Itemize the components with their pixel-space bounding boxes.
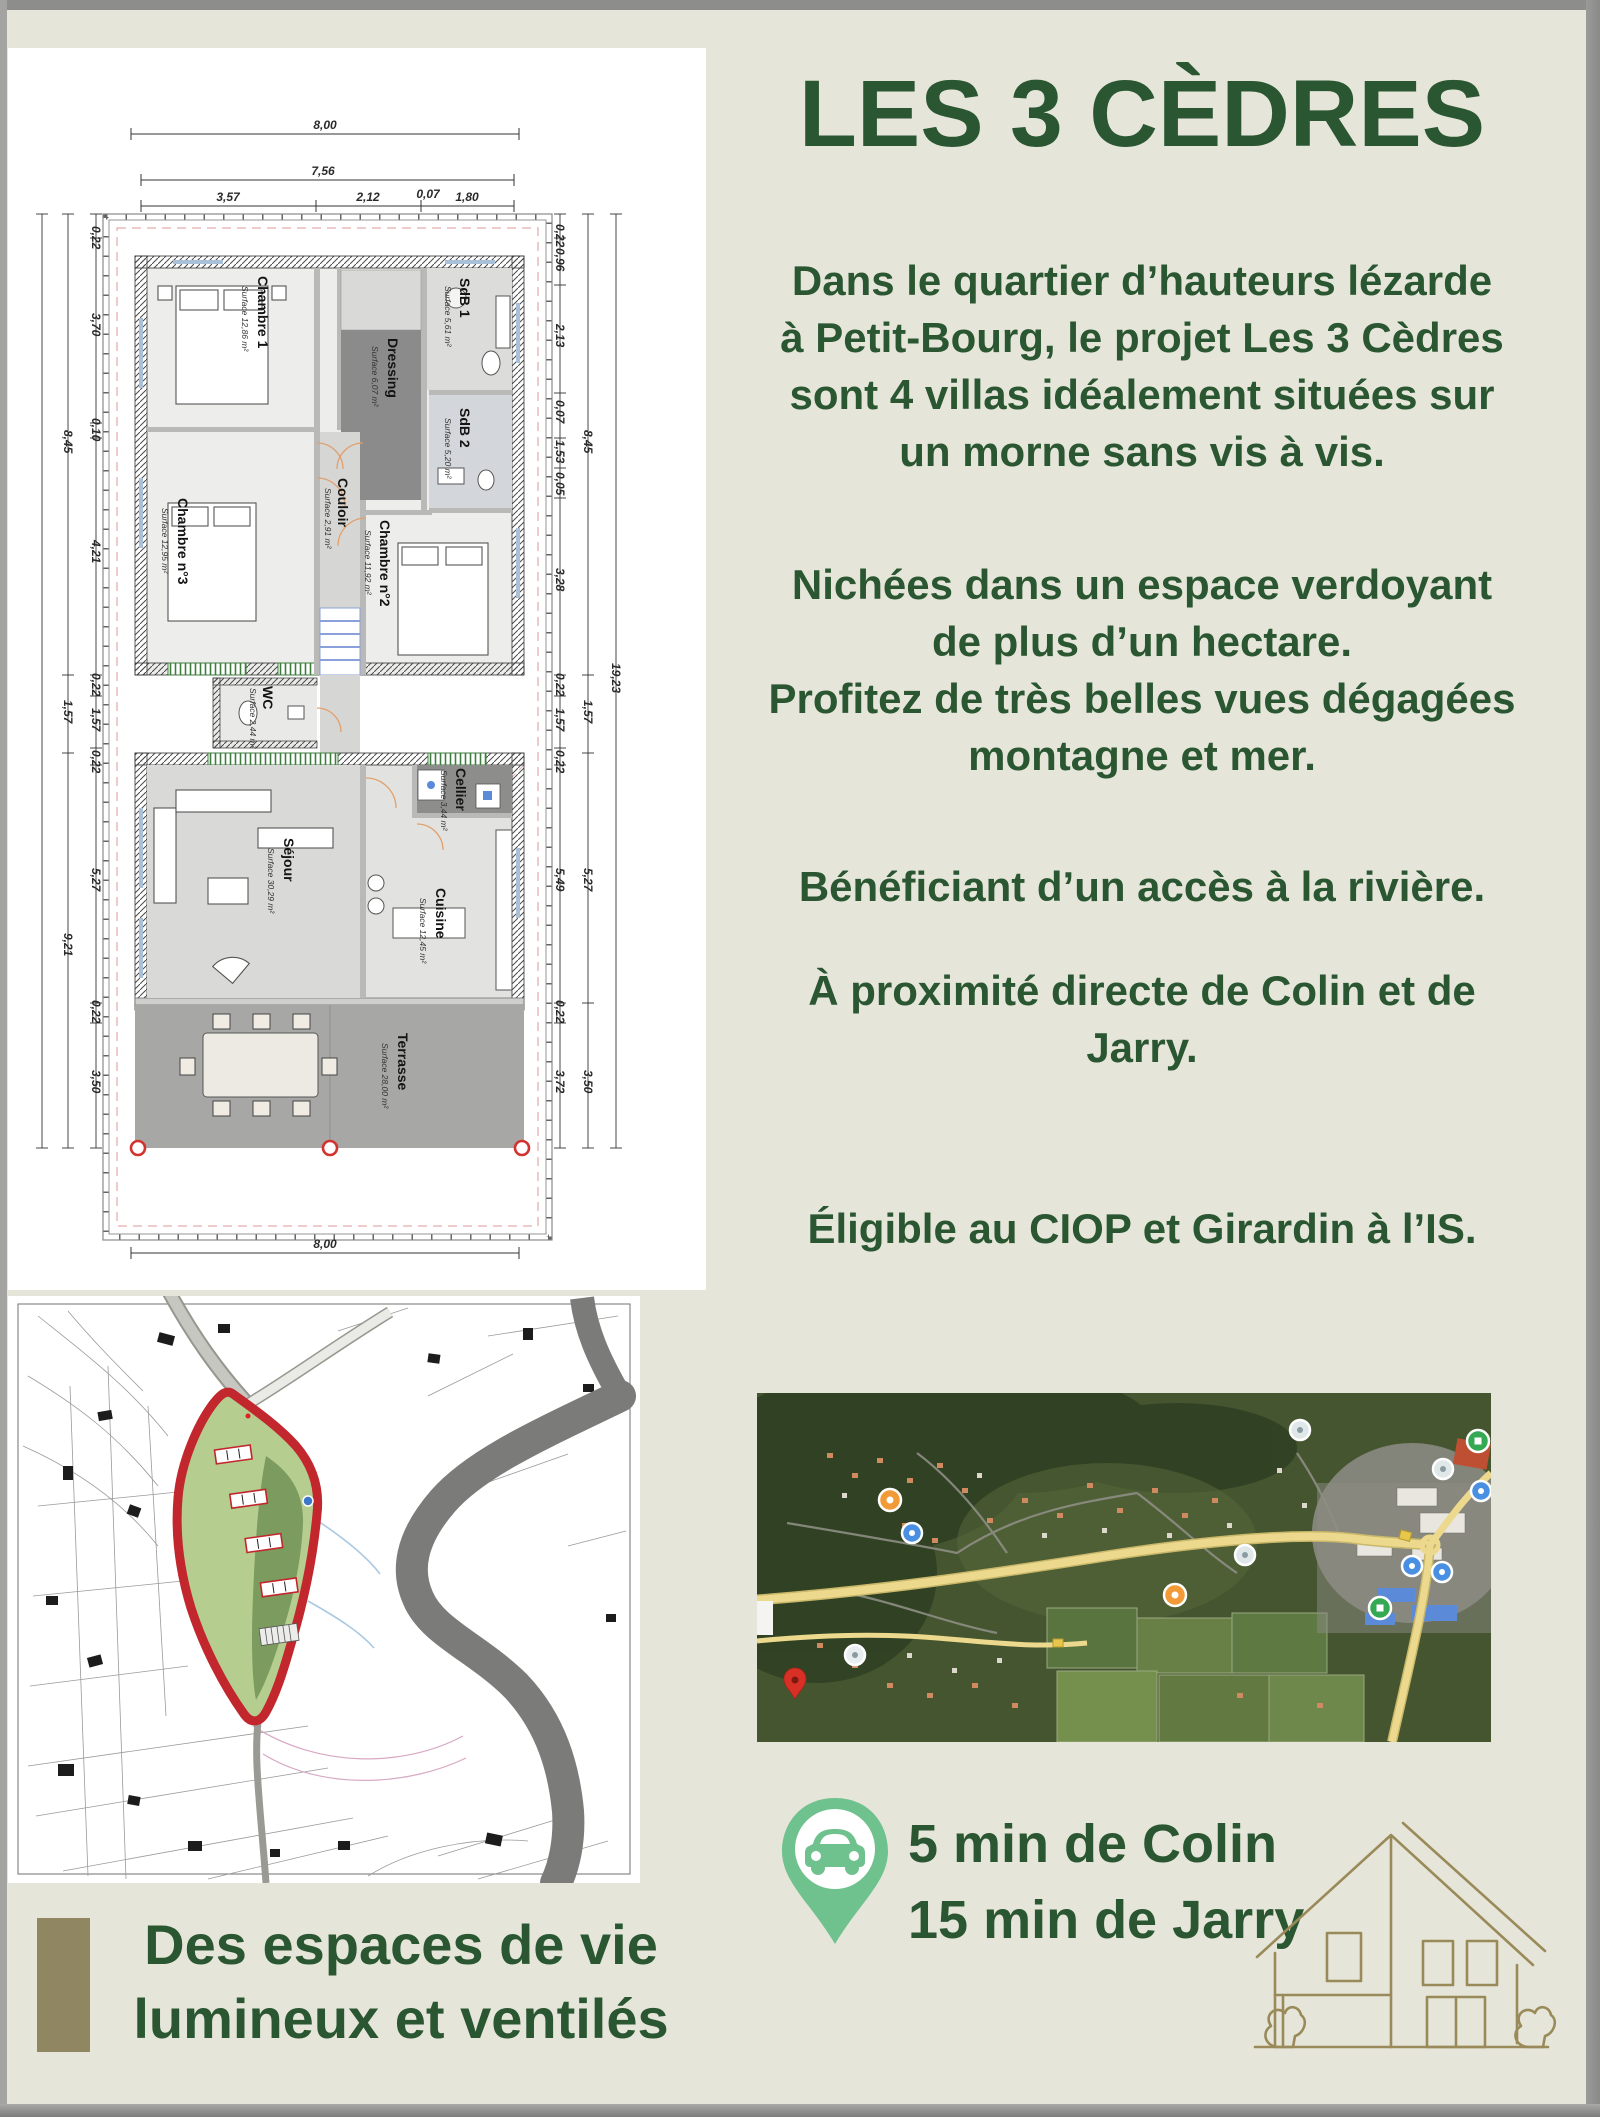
gray-pin-icon <box>1433 1459 1453 1479</box>
nature-line: montagne et mer. <box>968 732 1316 779</box>
dim-top-212: 2,12 <box>356 190 380 204</box>
site-plan-map <box>8 1296 640 1883</box>
room-surface-sdb1: Surface 5,61 m² <box>443 286 453 347</box>
dim-left: 1,57 <box>89 708 103 732</box>
caption-text <box>95 1908 707 2056</box>
green-pin-icon <box>1467 1430 1489 1452</box>
window-frame-right <box>1586 0 1600 2117</box>
page-title: LES 3 CÈDRES <box>798 61 1486 167</box>
paragraph-river: Bénéficiant d’un accès à la rivière. <box>798 863 1486 910</box>
room-label-cellier: Cellier <box>453 768 469 811</box>
room-label-chambre3: Chambre n°3 <box>175 498 191 585</box>
nature-line: de plus d’un hectare. <box>931 618 1353 665</box>
dim-left-outer: 8,45 <box>61 430 75 454</box>
dim-bottom-800: 8,00 <box>313 1237 337 1251</box>
dim-right: 3,72 <box>553 1070 567 1094</box>
dim-right: 0,96 <box>553 248 567 272</box>
window-frame-top <box>0 0 1600 10</box>
dim-right: 2,13 <box>553 324 567 348</box>
green-pin-icon <box>1369 1597 1391 1619</box>
gray-pin-icon <box>1235 1545 1255 1565</box>
blue-pin-icon <box>1432 1562 1452 1582</box>
dim-left: 0,22 <box>89 226 103 250</box>
room-surface-couloir: Surface 2,91 m² <box>323 488 333 549</box>
transit-line-colin: 5 min de Colin <box>908 1814 1278 1874</box>
intro-line: à Petit-Bourg, le projet Les 3 Cèdres <box>780 314 1504 361</box>
dim-left: 0,22 <box>89 1000 103 1024</box>
dim-right: 0,22 <box>553 673 567 697</box>
dim-right: 1,57 <box>553 708 567 732</box>
room-label-sdb1: SdB 1 <box>457 278 473 318</box>
orange-pin-icon <box>879 1489 901 1511</box>
dim-top-007: 0,07 <box>416 187 440 201</box>
road-shield-icon <box>1053 1639 1063 1647</box>
dim-right: 5,49 <box>553 868 567 892</box>
dim-top-756: 7,56 <box>311 164 335 178</box>
floor-plan-drawing <box>8 48 706 1290</box>
dim-left-outer: 9,21 <box>61 933 75 957</box>
dim-right: 0,07 <box>553 400 567 424</box>
proximity-line: Jarry. <box>1086 1024 1198 1071</box>
dim-right-total: 19,23 <box>609 663 623 694</box>
dim-right-mid: 5,27 <box>581 868 595 892</box>
dim-left: 3,50 <box>89 1070 103 1094</box>
room-label-sdb2: SdB 2 <box>457 408 473 448</box>
dim-left-outer: 1,57 <box>61 700 75 724</box>
dim-left: 0,22 <box>89 750 103 774</box>
dim-right: 0,22 <box>553 750 567 774</box>
intro-line: Dans le quartier d’hauteurs lézarde <box>791 257 1493 304</box>
dim-right-mid: 8,45 <box>581 430 595 454</box>
house-icon <box>1243 1785 1563 2070</box>
dim-left: 0,10 <box>89 418 103 442</box>
dim-right-mid: 1,57 <box>581 700 595 724</box>
paragraph-proximity <box>716 962 1568 1076</box>
dim-left: 3,70 <box>89 313 103 337</box>
dim-left: 0,22 <box>89 673 103 697</box>
paragraph-nature <box>716 556 1568 784</box>
blue-pin-icon <box>1471 1481 1491 1501</box>
intro-line: un morne sans vis à vis. <box>899 428 1385 475</box>
room-label-cuisine: Cuisine <box>433 888 449 939</box>
transit-line-jarry: 15 min de Jarry <box>908 1890 1305 1950</box>
paragraph-eligible: Éligible au CIOP et Girardin à l’IS. <box>807 1205 1477 1252</box>
dim-right-mid: 3,50 <box>581 1070 595 1094</box>
room-label-terrasse: Terrasse <box>395 1033 411 1091</box>
car-pin-icon <box>768 1792 902 1984</box>
dim-left: 5,27 <box>89 868 103 892</box>
dim-right: 0,22 <box>553 1000 567 1024</box>
intro-line: sont 4 villas idéalement situées sur <box>789 371 1495 418</box>
proximity-line: À proximité directe de Colin et de <box>808 967 1476 1014</box>
room-surface-chambre2: Surface 11,92 m² <box>363 530 373 595</box>
siteplan-panel <box>8 1296 640 1883</box>
map-label-box <box>757 1601 773 1635</box>
room-label-wc: WC <box>260 686 276 710</box>
orange-pin-icon <box>1164 1584 1186 1606</box>
window-frame-left <box>0 0 7 2117</box>
dim-left: 4,21 <box>89 540 103 564</box>
nature-line: Profitez de très belles vues dégagées <box>768 675 1516 722</box>
window-frame-bottom <box>0 2104 1600 2117</box>
floorplan-panel <box>8 48 706 1290</box>
room-label-chambre1: Chambre 1 <box>255 276 271 349</box>
site-marker-dot <box>303 1496 313 1506</box>
dim-top-180: 1,80 <box>455 190 479 204</box>
room-surface-wc: Surface 2,44 m² <box>248 688 258 749</box>
room-surface-cuisine: Surface 12,45 m² <box>418 898 428 964</box>
room-label-chambre2: Chambre n°2 <box>377 520 393 607</box>
dim-right: 3,28 <box>553 568 567 592</box>
paragraph-intro <box>716 252 1568 480</box>
dim-right: 1,53 <box>553 440 567 464</box>
room-surface-dressing: Surface 6,07 m² <box>370 346 380 407</box>
nature-line: Nichées dans un espace verdoyant <box>791 561 1493 608</box>
room-surface-cellier: Surface 3,44 m² <box>439 770 449 831</box>
dim-right: 0,05 <box>553 472 567 496</box>
dim-top-357: 3,57 <box>216 190 240 204</box>
room-surface-chambre3: Surface 12,95 m² <box>160 508 170 574</box>
satellite-map <box>757 1393 1491 1742</box>
room-label-sejour: Séjour <box>281 838 297 882</box>
room-surface-sejour: Surface 30,29 m² <box>266 848 276 914</box>
white-pin-icon <box>845 1645 865 1665</box>
room-surface-sdb2: Surface 5,20 m² <box>443 418 453 479</box>
gray-pin-icon <box>1290 1420 1310 1440</box>
blue-pin-icon <box>902 1523 922 1543</box>
room-surface-chambre1: Surface 12,86 m² <box>240 286 250 352</box>
dim-top-800: 8,00 <box>313 118 337 132</box>
caption-line: lumineux et ventilés <box>133 1987 669 2050</box>
caption-accent-bar <box>37 1918 90 2052</box>
room-label-dressing: Dressing <box>385 338 401 398</box>
room-label-couloir: Couloir <box>335 478 351 527</box>
dim-right: 0,22 <box>553 224 567 248</box>
caption-line: Des espaces de vie <box>144 1913 658 1976</box>
blue-pin-icon <box>1402 1556 1422 1576</box>
room-surface-terrasse: Surface 28,00 m² <box>380 1043 390 1109</box>
